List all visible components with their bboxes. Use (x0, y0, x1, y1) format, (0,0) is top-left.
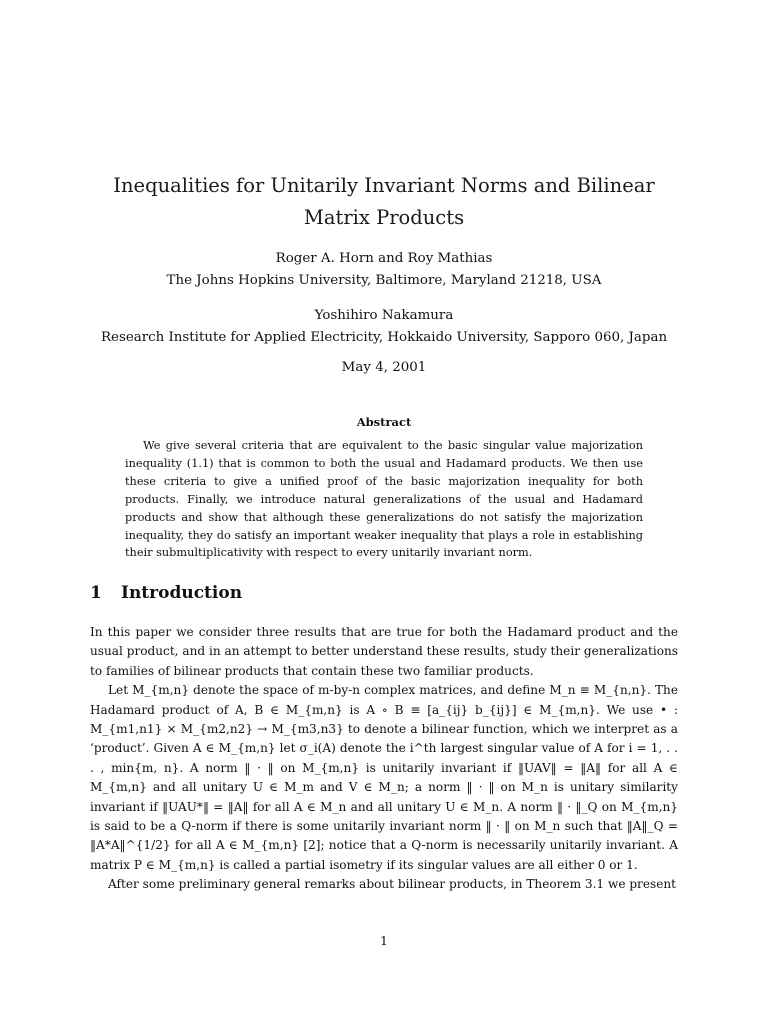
author-affiliation: The Johns Hopkins University, Baltimore, Maryland 21218, USA (166, 273, 602, 288)
paragraph: After some preliminary general remarks about bilinear products, in Theorem 3.1 we present (108, 877, 677, 892)
paper-date: May 4, 2001 (341, 360, 427, 375)
section-number: 1 (90, 583, 102, 603)
abstract-heading: Abstract (356, 415, 412, 429)
author-affiliation: Research Institute for Applied Electricity, Hokkaido University, Sapporo 060, Japan (100, 330, 668, 345)
author-names: Roger A. Horn and Roy Mathias (275, 251, 493, 266)
paragraph: Let M_{m,n} denote the space of m-by-n complex matrices, and define M_n ≡ M_{n,n}. The Hadamard product of A, B ∈ M_{m,n} is A ∘ B ≡ [a_{ij} b_{ij}] ∈ M_{m,n}. We use • : M_{m1,n1} × M_{m2,n2} → M_{m3,n3} to denote a bilinear function, which we interpret as a ‘product’. Given A ∈ M_{m,n} let σ_i(A) denote the i^th largest singular value of A for i = 1, . . . , min{m, n}. A norm ‖ · ‖ on M_{m,n} is unitarily invariant if ‖UAV‖ = ‖A‖ for all A ∈ M_{m,n} and all unitary U ∈ M_m and V ∈ M_n; a norm ‖ · ‖ on M_n is unitary similarity invariant if ‖UAU*‖ = ‖A‖ for all A ∈ M_n and all unitary U ∈ M_n. A norm ‖ · ‖_Q on M_{m,n} is said to be a Q-norm if there is some unitarily invariant norm ‖ · ‖ on M_n such that ‖A‖_Q = ‖A*A‖^{1/2} for all A ∈ M_{m,n} [2]; notice that a Q-norm is necessarily unitarily invariant. A matrix P ∈ M_{m,n} is called a partial isometry if its singular values are all either 0 or 1. (90, 683, 678, 872)
body-text (90, 623, 678, 895)
author-block-1 (60, 248, 708, 292)
section-heading (90, 583, 242, 603)
author-block-2 (60, 305, 708, 349)
paragraph: In this paper we consider three results that are true for both the Hadamard product and the usual product, and in an attempt to better understand these results, study their generalizations to families of bilinear products that contain these two familiar products. (90, 625, 678, 678)
section-title: Introduction (121, 583, 243, 603)
paper-title: Inequalities for Unitarily Invariant Norms and Bilinear Matrix Products (113, 174, 655, 229)
author-names: Yoshihiro Nakamura (314, 308, 454, 323)
page-number: 1 (380, 933, 388, 948)
abstract-text: We give several criteria that are equivalent to the basic singular value majorization inequality (1.1) that is common to both the usual and Hadamard products. We then use these criteria to give a unified proof of the basic majorization inequality for both products. Finally, we introduce natural generalizations of the usual and Hadamard products and show that although these generalizations do not satisfy the majorization inequality, they do satisfy an important weaker inequality that plays a role in establishing their submultiplicativity with respect to every unitarily invariant norm. (125, 439, 643, 560)
